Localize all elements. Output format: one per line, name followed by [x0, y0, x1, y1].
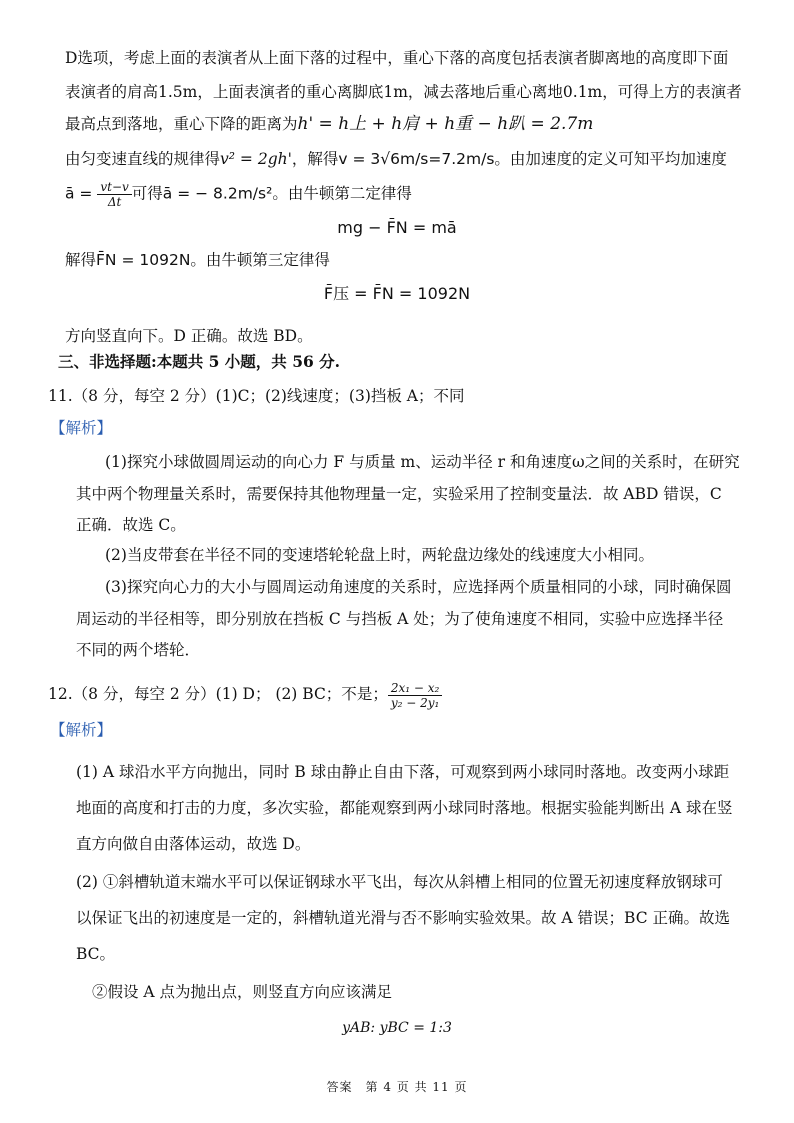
text-line: [65, 180, 746, 209]
text-line: (2) ①斜槽轨道末端水平可以保证钢球水平飞出，每次从斜槽上相同的位置无初速度释放钢球可: [76, 873, 723, 891]
formula-velocity-squared: v² = 2gh': [220, 150, 292, 168]
formula-accel-value: ā = − 8.2m/s²: [162, 184, 273, 203]
answer-11: 11.（8 分，每空 2 分）(1)C；(2)线速度；(3)挡板 A；不同: [48, 387, 465, 405]
text-line: 正确．故选 C。: [76, 516, 186, 534]
text-line: [65, 250, 746, 270]
fraction-numerator: vt−v: [97, 180, 131, 195]
text-span: 。由牛顿第二定律得: [272, 184, 412, 203]
text-line: 直方向做自由落体运动，故选 D。: [76, 835, 311, 853]
answer-12: [48, 676, 746, 712]
text-line: 表演者的肩高1.5m，上面表演者的重心离脚底1m，减去落地后重心离地0.1m，可得上方的表演者: [65, 83, 742, 101]
text-line: 方向竖直向下。D 正确。故选 BD。: [65, 327, 313, 345]
text-line: 以保证飞出的初速度是一定的，斜槽轨道光滑与否不影响实验效果。故 A 错误；BC 正确。故选: [76, 909, 731, 927]
text-line: ②假设 A 点为抛出点，则竖直方向应该满足: [92, 983, 393, 1001]
fraction-denominator: Δt: [107, 195, 122, 209]
text-span: 最高点到落地，重心下降的距离为: [65, 115, 298, 133]
text-line: [65, 149, 746, 169]
text-line: 周运动的半径相等，即分别放在挡板 C 与挡板 A 处；为了使角速度不相同，实验中应选择半径: [76, 610, 724, 628]
text-line: 地面的高度和打击的力度，多次实验，都能观察到两小球同时落地。根据实验能判断出 A 球在竖: [76, 799, 733, 817]
text-line: [65, 114, 746, 134]
fraction-numerator: 2x₁ − x₂: [388, 681, 443, 696]
text-line: (3)探究向心力的大小与圆周运动角速度的关系时，应选择两个质量相同的小球，同时确保圆: [105, 578, 732, 596]
page-footer: 答案 第 4 页 共 11 页: [326, 1080, 468, 1094]
fraction-denominator: y₂ − 2y₁: [390, 695, 440, 710]
equation-newton2: mg − F̄N = mā: [337, 218, 457, 237]
formula-velocity: v = 3√6m/s=7.2m/s: [338, 150, 495, 168]
formula-drop-distance: h' = h上 + h肩 + h重 − h趴 = 2.7m: [297, 114, 594, 134]
text-line: (1)探究小球做圆周运动的向心力 F 与质量 m、运动半径 r 和角速度ω之间的关系时，在研究: [105, 453, 740, 471]
text-span: 可得: [131, 184, 163, 203]
analysis-label: 【解析】: [50, 419, 113, 437]
text-span: 12.（8 分，每空 2 分）(1) D； (2) BC；不是；: [48, 685, 388, 703]
section-heading: 三、非选择题:本题共 5 小题，共 56 分.: [58, 352, 341, 371]
text-span: 解得: [65, 251, 97, 269]
text-span: ，解得: [291, 150, 339, 168]
text-span: 。由牛顿第三定律得: [190, 251, 330, 269]
text-line: (1) A 球沿水平方向抛出，同时 B 球由静止自由下落，可观察到两小球同时落地。改变两小球距: [76, 763, 730, 781]
text-span: 由匀变速直线的规律得: [65, 150, 221, 168]
formula-normal-force: F̄N = 1092N: [96, 251, 191, 269]
text-line: D选项，考虑上面的表演者从上面下落的过程中，重心下落的高度包括表演者脚离地的高度即下面: [65, 49, 729, 67]
text-span: 。由加速度的定义可知平均加速度: [494, 150, 727, 168]
text-line: 不同的两个塔轮．: [76, 641, 201, 659]
equation-newton3: F̄压 = F̄N = 1092N: [323, 284, 471, 303]
text-line: BC。: [76, 945, 116, 963]
formula-avg-accel-symbol: ā =: [65, 184, 98, 203]
text-line: 其中两个物理量关系时，需要保持其他物理量一定，实验采用了控制变量法．故 ABD 错误，C: [76, 485, 722, 503]
analysis-label: 【解析】: [50, 721, 113, 739]
text-line: (2)当皮带套在半径不同的变速塔轮轮盘上时，两轮盘边缘处的线速度大小相同。: [105, 546, 654, 564]
equation-ratio: yAB: yBC = 1:3: [342, 1020, 452, 1036]
fraction-answer-12: [388, 681, 443, 710]
fraction-accel: [97, 180, 131, 209]
